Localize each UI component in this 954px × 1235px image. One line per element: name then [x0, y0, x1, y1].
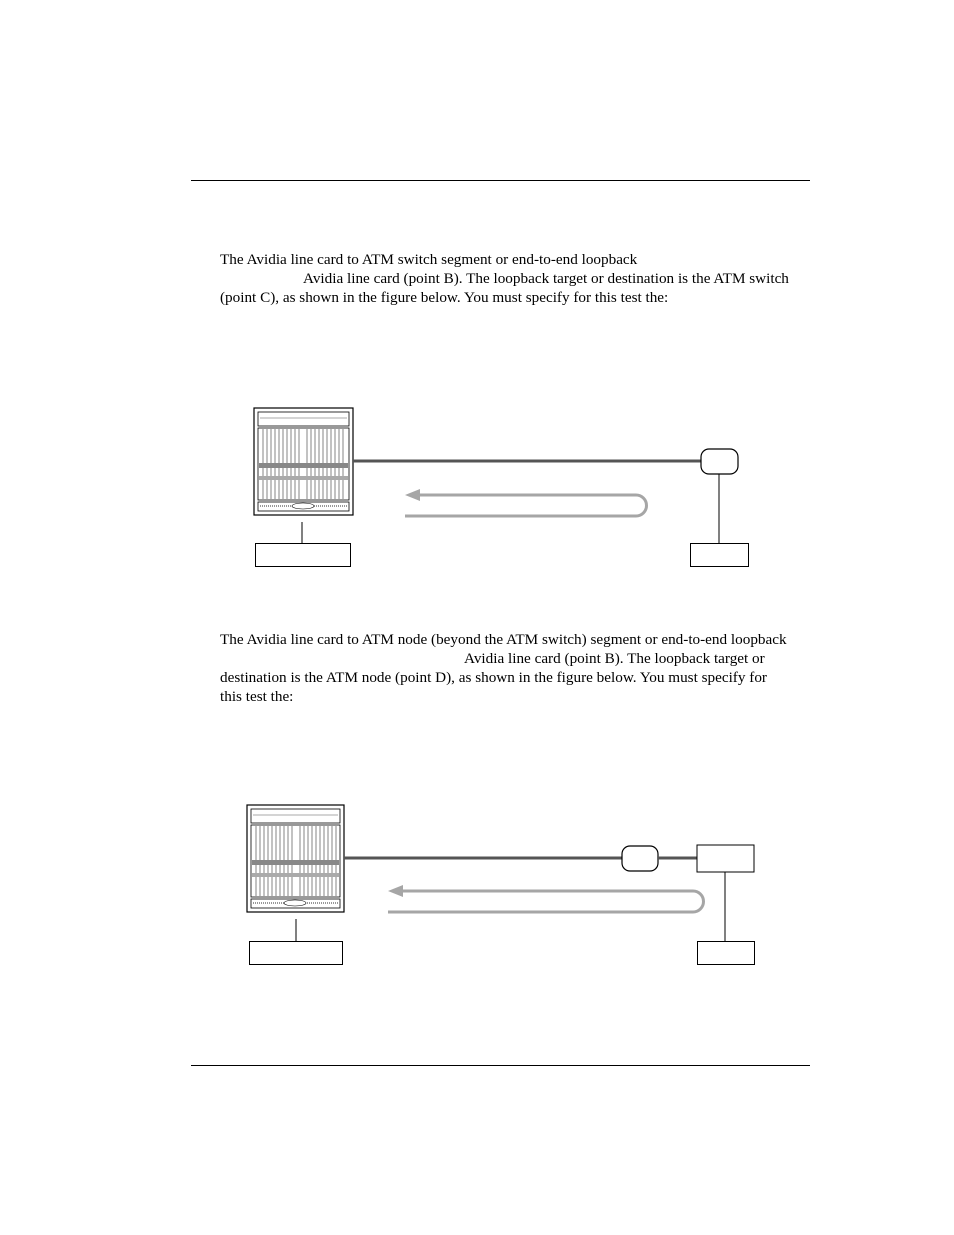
label-box-atm-switch	[690, 543, 749, 567]
chassis-icon	[254, 408, 353, 515]
footer-rule	[191, 1065, 810, 1066]
paragraph-segment-node	[220, 630, 810, 706]
atm-switch-icon	[622, 846, 658, 871]
loopback-arrow-icon	[388, 891, 704, 912]
paragraph-line: The Avidia line card to ATM switch segment or end-to-end loopback	[220, 251, 638, 268]
paragraph-line: (point C), as shown in the figure below. You must specify for this test the:	[220, 289, 669, 306]
paragraph-segment-switch	[220, 250, 810, 307]
loopback-arrow-icon	[405, 495, 647, 516]
paragraph-line: Avidia line card (point B). The loopback target or	[464, 650, 765, 667]
paragraph-line: The Avidia line card to ATM node (beyond the ATM switch) segment or end-to-end loopback	[220, 631, 787, 648]
paragraph-line: this test the:	[220, 688, 294, 705]
atm-node-icon	[697, 845, 754, 872]
label-box-line-card	[255, 543, 351, 567]
label-box-atm-node	[697, 941, 755, 965]
paragraph-line: destination is the ATM node (point D), as shown in the figure below. You must specify for	[220, 669, 767, 686]
label-box-line-card	[249, 941, 343, 965]
header-rule	[191, 180, 810, 181]
chassis-icon	[247, 805, 344, 912]
paragraph-line: Avidia line card (point B). The loopback target or destination is the ATM switch	[303, 270, 789, 287]
atm-switch-icon	[701, 449, 738, 474]
